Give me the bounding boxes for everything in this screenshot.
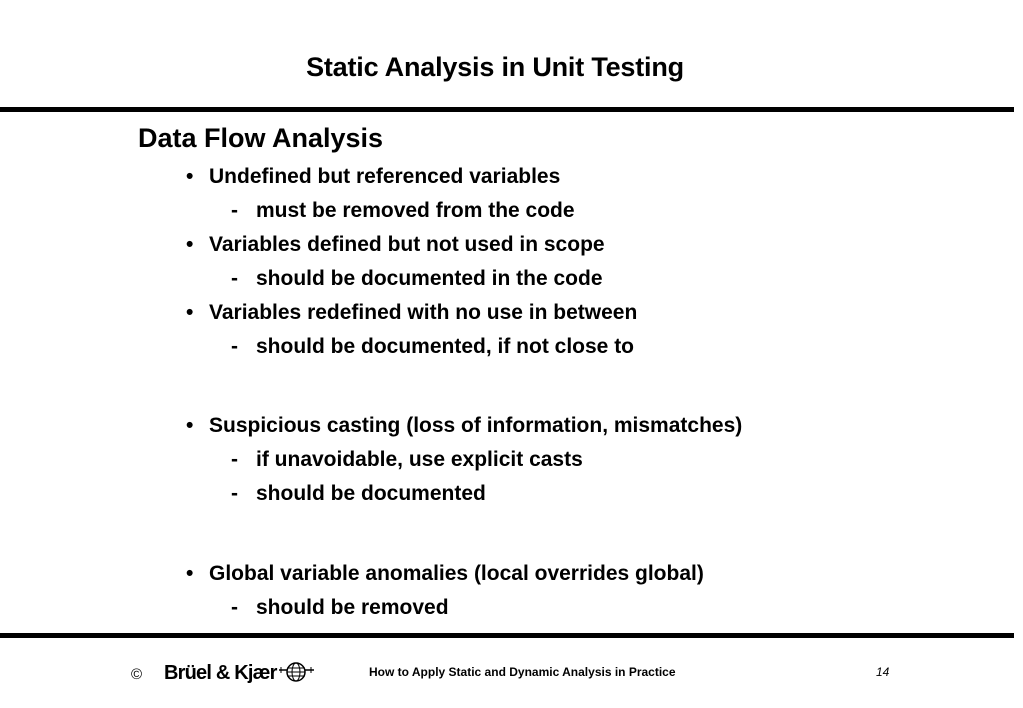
bullet-text: Undefined but referenced variables: [209, 165, 561, 188]
bullet-item: [186, 562, 704, 586]
sub-item: [231, 482, 486, 506]
bullet-item: [186, 301, 637, 325]
dash-marker: -: [231, 335, 238, 358]
page-number: 14: [876, 665, 890, 679]
bullet-marker: •: [186, 233, 194, 256]
dash-marker: -: [231, 267, 238, 290]
sub-item-text: must be removed from the code: [256, 199, 575, 222]
bullet-text: Global variable anomalies (local overrides global): [209, 562, 704, 585]
sub-item-text: if unavoidable, use explicit casts: [256, 448, 583, 471]
bullet-item: [186, 165, 560, 189]
bullet-text: Variables defined but not used in scope: [209, 233, 605, 256]
section-heading: Data Flow Analysis: [138, 123, 384, 153]
bullet-marker: •: [186, 301, 194, 324]
bullet-item: [186, 233, 605, 257]
sub-item: [231, 448, 583, 472]
sub-item-text: should be documented in the code: [256, 267, 603, 290]
sub-item: [231, 199, 575, 223]
bullet-item: [186, 414, 742, 438]
sub-item: [231, 596, 449, 620]
globe-logo-icon: [279, 660, 315, 689]
sub-item: [231, 335, 634, 359]
dash-marker: -: [231, 482, 238, 505]
footer-caption: How to Apply Static and Dynamic Analysis in Practice: [369, 665, 676, 679]
bottom-divider: [0, 633, 1014, 638]
sub-item-text: should be documented, if not close to: [256, 335, 635, 358]
sub-item: [231, 267, 603, 291]
sub-item-text: should be removed: [256, 596, 449, 619]
dash-marker: -: [231, 199, 238, 222]
brand-name: Brüel & Kjær: [164, 662, 277, 684]
sub-item-text: should be documented: [256, 482, 486, 505]
bullet-marker: •: [186, 165, 194, 188]
dash-marker: -: [231, 596, 238, 619]
dash-marker: -: [231, 448, 238, 471]
copyright-symbol: ©: [131, 666, 143, 683]
bullet-marker: •: [186, 562, 194, 585]
bullet-marker: •: [186, 414, 194, 437]
bullet-text: Suspicious casting (loss of information, mismatches): [209, 414, 743, 437]
top-divider: [0, 107, 1014, 112]
slide-title: Static Analysis in Unit Testing: [306, 52, 684, 82]
bullet-text: Variables redefined with no use in between: [209, 301, 638, 324]
